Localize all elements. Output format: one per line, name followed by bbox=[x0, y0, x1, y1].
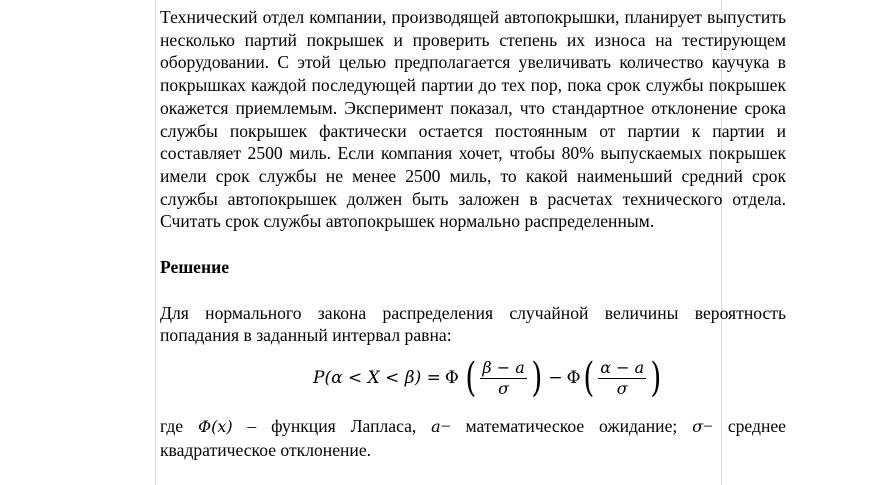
laplace-function-symbol: Φ(x) bbox=[197, 417, 233, 437]
fraction-1-denominator: σ bbox=[498, 378, 510, 398]
fraction-1 bbox=[480, 358, 526, 399]
fraction-2 bbox=[598, 358, 646, 399]
intro-paragraph: Для нормального закона распределения случайной величины вероятность попадания в заданный интервал равна: bbox=[160, 302, 786, 346]
page-left-edge bbox=[155, 0, 156, 485]
fraction-2-numerator: α − a bbox=[600, 357, 645, 377]
sigma-symbol: σ bbox=[692, 417, 704, 437]
left-paren-1: ( bbox=[465, 355, 477, 402]
fraction-1-numerator: β − a bbox=[482, 357, 525, 377]
formula-minus: − bbox=[548, 368, 563, 389]
explanation-part-2: – функция Лапласа, bbox=[232, 416, 432, 437]
laplace-formula bbox=[160, 353, 786, 409]
explanation-part-1: где bbox=[160, 416, 198, 437]
document-content bbox=[160, 6, 786, 462]
mean-symbol: a bbox=[431, 417, 441, 437]
fraction-2-denominator: σ bbox=[616, 378, 628, 398]
explanation-paragraph bbox=[160, 415, 786, 461]
problem-statement: Технический отдел компании, производящей автопокрышки, планирует выпустить несколько партий покрышек и проверить степень их износа на тестирующем оборудовании. С этой целью предполагается увеличивать количество каучука в покрышках каждой последующей партии до тех пор, пока срок службы покрышек окажется приемлемым. Эксперимент показал, что стандартное отклонение срока службы покрышек фактически остается постоянным от партии к партии и составляет 2500 миль. Если компания хочет, чтобы 80% выпускаемых покрышек имели срок службы не менее 2500 миль, то какой наименьший средний срок службы автопокрышек должен быть заложен в расчетах технического отдела. Считать срок службы автопокрышек нормально распределенным. bbox=[160, 7, 786, 232]
explanation-part-3: − математическое ожидание; bbox=[440, 416, 693, 437]
solution-heading: Решение bbox=[160, 257, 230, 278]
explanation-part-4: − среднее квадратическое отклонение. bbox=[160, 416, 786, 460]
formula-phi-2: Φ bbox=[566, 368, 581, 389]
formula-lhs: P(α < X < β) = bbox=[313, 368, 441, 389]
right-paren-2: ) bbox=[650, 355, 662, 402]
formula-row bbox=[313, 353, 664, 403]
formula-phi-1: Φ bbox=[444, 368, 459, 389]
left-paren-2: ( bbox=[582, 355, 594, 402]
right-paren-1: ) bbox=[531, 355, 543, 402]
